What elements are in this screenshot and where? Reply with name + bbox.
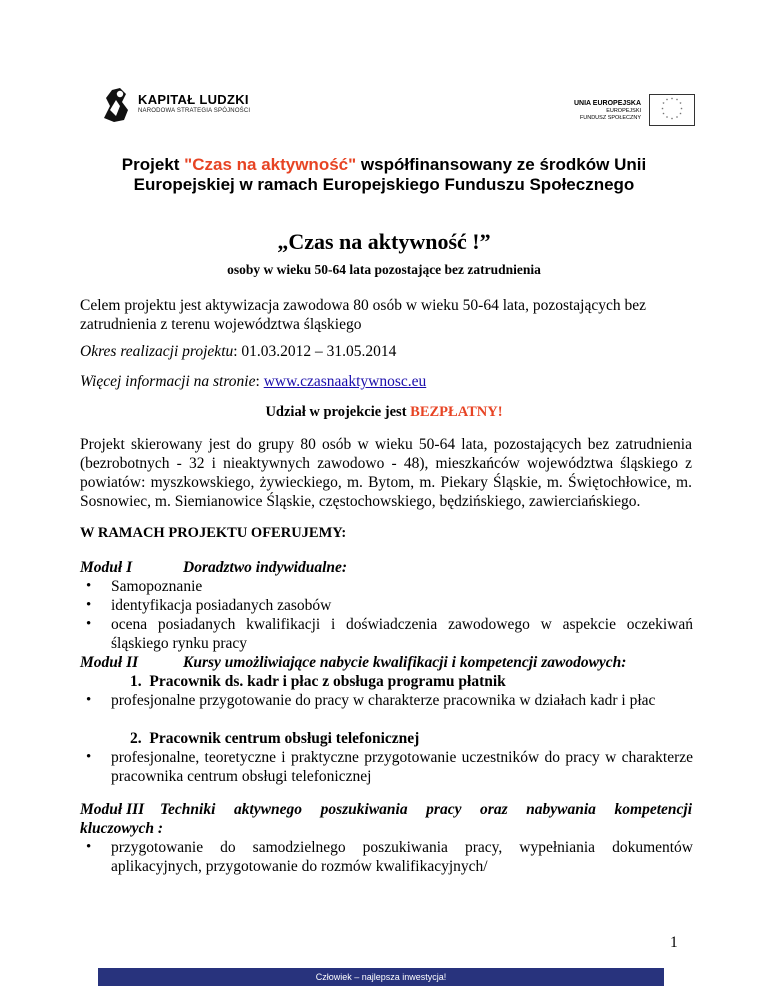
course-2-title: 2. Pracownik centrum obsługi telefonicznej (130, 730, 420, 747)
eu-line-3: FUNDUSZ SPOŁECZNY (579, 114, 642, 121)
svg-text:*: * (679, 112, 682, 117)
module-1-heading: Moduł I Doradztwo indywidualne: (80, 559, 348, 576)
svg-text:*: * (676, 98, 679, 103)
svg-text:*: * (666, 98, 669, 103)
module-1-item: • ocena posiadanych kwalifikacji i doświadczenia zawodowego w aspekcie oczekiwań śląskiego rynku pracy (111, 615, 693, 653)
module-3-heading: Moduł III Techniki aktywnego poszukiwania pracy oraz nabywania kompetencji kluczowych : (80, 801, 692, 837)
free-participation: Udział w projekcie jest BEZPŁATNY! (265, 404, 503, 420)
svg-text:*: * (671, 97, 674, 102)
project-name: "Czas na aktywność" (184, 155, 357, 174)
target-group-paragraph: Projekt skierowany jest do grupy 80 osób w wieku 50-64 lata, pozostających bez zatrudnienia (bezrobotnych - 32 i nieaktywnych zawodowo - 48), mieszkańców województwa śląskiego z powiatów: myszkowskiego, żywieckiego, m. Bytom, m. Piekary Śląskie, m. Świętochłowice, m. Sosnowiec, m. Siemianowice Śląskie, częstochowskiego, będzińskiego, zawierciańskiego. (80, 436, 692, 510)
page-number: 1 (670, 934, 678, 951)
eu-line-2: EUROPEJSKI (606, 107, 642, 114)
course-1-description: • profesjonalne przygotowanie do pracy w charakterze pracownika w działach kadr i płac (111, 691, 693, 710)
offer-heading: W RAMACH PROJEKTU OFERUJEMY: (80, 525, 347, 541)
eu-logo (574, 94, 695, 126)
module-1-item: • Samopoznanie (111, 577, 693, 596)
page-title: „Czas na aktywność !” (277, 229, 491, 254)
kapital-ludzki-emblem-icon (98, 84, 132, 124)
kapital-ludzki-title: KAPITAŁ LUDZKI (138, 92, 249, 107)
course-2-description: • profesjonalne, teoretyczne i praktyczne przygotowanie uczestników do pracy w charakterze pracownika centrum obsługi telefonicznej (111, 748, 693, 786)
module-1-item: • identyfikacja posiadanych zasobów (111, 596, 693, 615)
free-word: BEZPŁATNY! (410, 404, 503, 420)
footer-slogan: Człowiek – najlepsza inwestycja! (98, 968, 664, 986)
svg-text:*: * (679, 101, 682, 107)
svg-text:*: * (671, 117, 674, 122)
project-header-line-2: Europejskiej w ramach Europejskiego Funduszu Społecznego (133, 175, 635, 194)
svg-text:*: * (680, 107, 683, 112)
svg-text:*: * (662, 112, 665, 117)
svg-text:*: * (676, 115, 679, 121)
project-period: Okres realizacji projektu: 01.03.2012 – 31.05.2014 (80, 343, 397, 360)
svg-text:*: * (666, 115, 669, 121)
goal-paragraph: Celem projektu jest aktywizacja zawodowa 80 osób w wieku 50-64 lata, pozostających bez zatrudnienia z terenu województwa śląskiego (80, 297, 646, 333)
kapital-ludzki-subtitle: NARODOWA STRATEGIA SPÓJNOŚCI (138, 108, 251, 114)
module-2-heading: Moduł II Kursy umożliwiające nabycie kwalifikacji i kompetencji zawodowych: (80, 654, 627, 671)
course-1-title: 1. Pracownik ds. kadr i płac z obsługa programu płatnik (130, 673, 506, 690)
svg-text:*: * (661, 107, 664, 112)
project-header-line-1: Projekt "Czas na aktywność" współfinansowany ze środków Unii (121, 155, 647, 174)
eu-flag-icon (649, 94, 695, 126)
kapital-ludzki-logo (98, 84, 250, 124)
website-link[interactable]: www.czasnaaktywnosc.eu (263, 373, 427, 390)
svg-text:*: * (662, 101, 665, 107)
eu-line-1: UNIA EUROPEJSKA (574, 99, 642, 107)
module-3-item: • przygotowanie do samodzielnego poszukiwania pracy, wypełniania dokumentów aplikacyjnych, przygotowanie do rozmów kwalifikacyjnych/ (111, 838, 693, 876)
more-info: Więcej informacji na stronie: www.czasnaaktywnosc.eu (80, 373, 427, 390)
page-subtitle: osoby w wieku 50-64 lata pozostające bez zatrudnienia (227, 262, 541, 277)
